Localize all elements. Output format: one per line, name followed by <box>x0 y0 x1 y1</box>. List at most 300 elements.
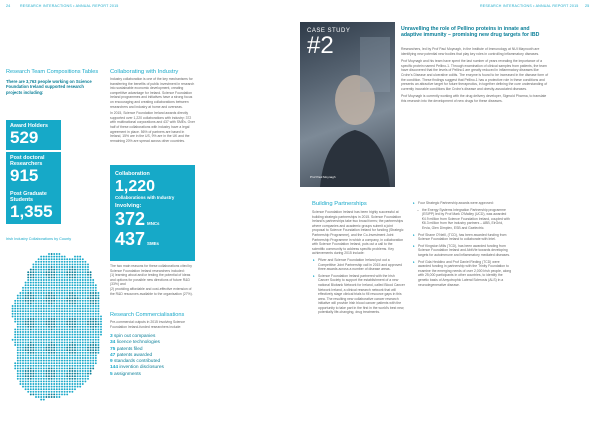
map-dot <box>14 367 16 369</box>
map-dot <box>61 305 63 307</box>
map-dot <box>61 295 63 297</box>
map-dot <box>64 357 66 359</box>
map-dot <box>71 326 73 328</box>
map-dot <box>30 292 32 294</box>
map-dot <box>64 386 66 388</box>
map-dot <box>71 360 73 362</box>
map-dot <box>56 318 58 320</box>
map-dot <box>53 378 55 380</box>
map-dot <box>97 352 99 354</box>
map-dot <box>35 373 37 375</box>
map-dot <box>69 391 71 393</box>
map-dot <box>64 375 66 377</box>
partnership-bullet: ▸ Prof Gda Heddino and Prof Daniel Reding (TCD) were awarded funding in partnership with the Trinity Foundation to examine the emerging needs of over 2,000 Irish people, along with 25,000 participants in other countries, to identify the genetic basis of Amyotrophic Lateral Sclerosis (ALS) in a neurodegenerative disease. <box>418 260 512 288</box>
mnc-row <box>115 210 190 229</box>
map-dot <box>87 263 89 265</box>
map-dot <box>14 302 16 304</box>
map-dot <box>77 284 79 286</box>
map-dot <box>17 328 19 330</box>
map-dot <box>97 328 99 330</box>
map-dot <box>64 279 66 281</box>
map-dot <box>48 339 50 341</box>
map-dot <box>61 308 63 310</box>
list-item: 144 invention disclosures <box>110 365 164 371</box>
map-dot <box>35 269 37 271</box>
map-dot <box>40 328 42 330</box>
case-study-badge <box>307 28 350 58</box>
map-dot <box>53 258 55 260</box>
map-dot <box>79 357 81 359</box>
map-dot <box>79 263 81 265</box>
map-dot <box>74 386 76 388</box>
map-dot <box>66 297 68 299</box>
map-dot <box>71 289 73 291</box>
map-dot <box>38 310 40 312</box>
map-dot <box>40 399 42 401</box>
map-dot <box>38 302 40 304</box>
map-dot <box>43 263 45 265</box>
map-dot <box>27 357 29 359</box>
map-dot <box>17 313 19 315</box>
map-dot <box>45 289 47 291</box>
map-dot <box>53 349 55 351</box>
map-dot <box>30 315 32 317</box>
map-dot <box>53 263 55 265</box>
map-dot <box>56 287 58 289</box>
map-dot <box>40 380 42 382</box>
map-dot <box>74 297 76 299</box>
map-dot <box>79 308 81 310</box>
map-dot <box>17 365 19 367</box>
map-dot <box>95 300 97 302</box>
map-dot <box>74 318 76 320</box>
map-dot <box>61 276 63 278</box>
map-dot <box>27 318 29 320</box>
map-dot <box>22 365 24 367</box>
map-dot <box>45 339 47 341</box>
map-dot <box>25 321 27 323</box>
map-dot <box>17 370 19 372</box>
map-dot <box>32 375 34 377</box>
map-dot <box>22 292 24 294</box>
map-dot <box>17 357 19 359</box>
map-dot <box>100 318 102 320</box>
map-dot <box>79 284 81 286</box>
map-dot <box>100 334 102 336</box>
map-dot <box>22 341 24 343</box>
map-dot <box>74 349 76 351</box>
map-dot <box>30 279 32 281</box>
map-dot <box>35 328 37 330</box>
partnership-bullet: ▸ Science Foundation Ireland partnered with the Irish Cancer Society to support the establishment of a new national Biobank Network for Ireland, called Blood Cancer Network Ireland, a clinical research network that will effectively stage clinical trials to fill resource gaps in this area. The resulting new collaborative cancer research initiative will provide Irish blood cancer patients with the opportunity to take part in the first in the world's best new, potentially life-changing, drug treatments. <box>318 274 406 315</box>
map-dot <box>48 393 50 395</box>
map-dot <box>45 308 47 310</box>
map-dot <box>48 321 50 323</box>
map-dot <box>82 367 84 369</box>
map-dot <box>64 388 66 390</box>
map-dot <box>40 271 42 273</box>
map-dot <box>53 326 55 328</box>
map-dot <box>17 310 19 312</box>
map-dot <box>35 347 37 349</box>
map-dot <box>90 276 92 278</box>
map-dot <box>69 352 71 354</box>
map-dot <box>84 302 86 304</box>
map-dot <box>22 373 24 375</box>
map-dot <box>35 339 37 341</box>
map-dot <box>27 295 29 297</box>
map-dot <box>95 315 97 317</box>
map-dot <box>32 367 34 369</box>
map-dot <box>95 357 97 359</box>
map-dot <box>45 279 47 281</box>
map-dot <box>27 365 29 367</box>
map-dot <box>66 266 68 268</box>
map-dot <box>45 370 47 372</box>
map-dot <box>66 331 68 333</box>
map-dot <box>92 326 94 328</box>
map-dot <box>71 279 73 281</box>
map-dot <box>25 383 27 385</box>
map-dot <box>82 258 84 260</box>
map-dot <box>45 357 47 359</box>
map-dot <box>51 393 53 395</box>
map-dot <box>53 274 55 276</box>
map-dot <box>40 287 42 289</box>
map-dot <box>22 339 24 341</box>
map-dot <box>87 292 89 294</box>
map-dot <box>58 375 60 377</box>
map-dot <box>45 347 47 349</box>
map-dot <box>53 300 55 302</box>
map-dot <box>61 367 63 369</box>
map-dot <box>48 344 50 346</box>
map-dot <box>35 279 37 281</box>
map-dot <box>17 295 19 297</box>
map-dot <box>53 279 55 281</box>
map-dot <box>53 370 55 372</box>
map-dot <box>61 386 63 388</box>
map-dot <box>74 344 76 346</box>
map-dot <box>17 360 19 362</box>
map-dot <box>43 362 45 364</box>
map-dot <box>82 339 84 341</box>
map-dot <box>38 370 40 372</box>
map-dot <box>87 370 89 372</box>
map-dot <box>45 258 47 260</box>
map-dot <box>71 271 73 273</box>
map-dot <box>66 284 68 286</box>
map-dot <box>40 347 42 349</box>
map-dot <box>53 396 55 398</box>
map-dot <box>25 287 27 289</box>
map-dot <box>25 328 27 330</box>
map-dot <box>82 261 84 263</box>
map-dot <box>64 360 66 362</box>
map-dot <box>14 336 16 338</box>
map-dot <box>12 308 14 310</box>
map-dot <box>51 370 53 372</box>
map-dot <box>45 256 47 258</box>
map-dot <box>84 289 86 291</box>
map-dot <box>40 256 42 258</box>
map-dot <box>43 276 45 278</box>
map-dot <box>77 349 79 351</box>
map-dot <box>53 388 55 390</box>
map-dot <box>87 365 89 367</box>
map-dot <box>71 258 73 260</box>
map-dot <box>38 365 40 367</box>
commercialisation-list <box>110 334 200 378</box>
map-dot <box>53 282 55 284</box>
map-dot <box>27 284 29 286</box>
map-dot <box>32 373 34 375</box>
map-dot <box>43 274 45 276</box>
map-dot <box>97 334 99 336</box>
map-dot <box>35 336 37 338</box>
map-dot <box>43 300 45 302</box>
map-dot <box>79 282 81 284</box>
map-dot <box>61 302 63 304</box>
map-dot <box>40 315 42 317</box>
map-dot <box>43 326 45 328</box>
map-dot <box>27 334 29 336</box>
map-dot <box>25 375 27 377</box>
map-dot <box>71 336 73 338</box>
map-dot <box>17 378 19 380</box>
map-dot <box>40 284 42 286</box>
map-dot <box>74 284 76 286</box>
reason-item: (2) providing affordable and cost-effective extension of the R&D resources available to the organisation (27%). <box>110 286 193 296</box>
map-dot <box>90 326 92 328</box>
map-dot <box>56 357 58 359</box>
map-dot <box>61 373 63 375</box>
map-dot <box>30 341 32 343</box>
map-dot <box>27 383 29 385</box>
map-dot <box>48 357 50 359</box>
map-dot <box>87 323 89 325</box>
map-dot <box>56 276 58 278</box>
map-dot <box>51 284 53 286</box>
map-dot <box>35 289 37 291</box>
map-dot <box>45 373 47 375</box>
map-dot <box>64 321 66 323</box>
map-dot <box>79 373 81 375</box>
involving-label: Involving: <box>115 203 142 209</box>
map-dot <box>87 297 89 299</box>
map-dot <box>19 367 21 369</box>
map-dot <box>90 271 92 273</box>
map-dot <box>35 287 37 289</box>
map-dot <box>43 378 45 380</box>
map-dot <box>77 367 79 369</box>
map-dot <box>38 263 40 265</box>
map-dot <box>56 393 58 395</box>
map-dot <box>58 305 60 307</box>
map-dot <box>74 326 76 328</box>
map-dot <box>43 292 45 294</box>
map-dot <box>84 292 86 294</box>
sme-label: SMEs <box>147 241 160 246</box>
map-dot <box>51 313 53 315</box>
map-dot <box>61 331 63 333</box>
map-dot <box>58 393 60 395</box>
map-dots <box>12 253 102 400</box>
map-dot <box>84 354 86 356</box>
map-dot <box>19 362 21 364</box>
map-dot <box>17 339 19 341</box>
map-dot <box>45 326 47 328</box>
map-dot <box>82 323 84 325</box>
map-dot <box>25 362 27 364</box>
map-dot <box>84 279 86 281</box>
map-dot <box>19 365 21 367</box>
collab-title: Collaborating with Industry <box>110 69 179 75</box>
map-dot <box>25 305 27 307</box>
map-dot <box>90 339 92 341</box>
map-dot <box>30 373 32 375</box>
map-dot <box>51 321 53 323</box>
map-dot <box>56 386 58 388</box>
map-dot <box>56 360 58 362</box>
map-dot <box>74 380 76 382</box>
map-dot <box>90 313 92 315</box>
map-dot <box>40 258 42 260</box>
map-dot <box>14 308 16 310</box>
map-dot <box>69 287 71 289</box>
map-dot <box>64 367 66 369</box>
map-dot <box>22 331 24 333</box>
map-dot <box>82 271 84 273</box>
map-dot <box>82 349 84 351</box>
map-dot <box>69 282 71 284</box>
map-dot <box>77 261 79 263</box>
map-dot <box>25 336 27 338</box>
map-dot <box>22 349 24 351</box>
map-dot <box>95 336 97 338</box>
map-dot <box>79 339 81 341</box>
map-dot <box>48 310 50 312</box>
map-dot <box>35 313 37 315</box>
map-dot <box>64 347 66 349</box>
map-dot <box>69 315 71 317</box>
map-dot <box>25 365 27 367</box>
map-dot <box>17 318 19 320</box>
map-dot <box>38 326 40 328</box>
map-dot <box>71 269 73 271</box>
map-dot <box>74 375 76 377</box>
map-dot <box>17 341 19 343</box>
map-dot <box>66 336 68 338</box>
map-dot <box>22 352 24 354</box>
map-dot <box>58 271 60 273</box>
map-dot <box>66 292 68 294</box>
map-dot <box>45 396 47 398</box>
map-dot <box>74 279 76 281</box>
map-dot <box>77 279 79 281</box>
map-dot <box>64 339 66 341</box>
map-dot <box>30 388 32 390</box>
map-dot <box>74 313 76 315</box>
map-dot <box>51 388 53 390</box>
map-dot <box>66 318 68 320</box>
map-dot <box>74 315 76 317</box>
map-dot <box>12 305 14 307</box>
map-dot <box>51 261 53 263</box>
map-dot <box>58 297 60 299</box>
map-dot <box>77 295 79 297</box>
map-dot <box>51 274 53 276</box>
map-dot <box>79 352 81 354</box>
map-dot <box>87 339 89 341</box>
map-dot <box>95 310 97 312</box>
map-dot <box>32 308 34 310</box>
map-dot <box>53 383 55 385</box>
map-dot <box>92 349 94 351</box>
map-dot <box>79 347 81 349</box>
map-dot <box>58 391 60 393</box>
map-dot <box>97 313 99 315</box>
map-dot <box>43 256 45 258</box>
map-dot <box>38 261 40 263</box>
map-dot <box>58 341 60 343</box>
map-dot <box>77 365 79 367</box>
map-dot <box>27 326 29 328</box>
map-dot <box>38 362 40 364</box>
map-dot <box>58 269 60 271</box>
map-dot <box>27 287 29 289</box>
map-dot <box>74 300 76 302</box>
map-dot <box>79 365 81 367</box>
map-dot <box>30 331 32 333</box>
map-dot <box>43 365 45 367</box>
map-dot <box>32 341 34 343</box>
map-dot <box>79 360 81 362</box>
map-dot <box>48 276 50 278</box>
map-dot <box>27 282 29 284</box>
map-dot <box>56 362 58 364</box>
map-dot <box>84 323 86 325</box>
map-dot <box>87 362 89 364</box>
map-dot <box>53 318 55 320</box>
map-dot <box>53 347 55 349</box>
map-dot <box>45 375 47 377</box>
map-dot <box>19 313 21 315</box>
map-dot <box>40 276 42 278</box>
map-dot <box>17 308 19 310</box>
map-dot <box>82 321 84 323</box>
map-dot <box>77 274 79 276</box>
map-dot <box>79 287 81 289</box>
map-dot <box>92 305 94 307</box>
map-dot <box>79 295 81 297</box>
map-dot <box>45 328 47 330</box>
map-dot <box>35 386 37 388</box>
map-dot <box>82 331 84 333</box>
map-dot <box>35 357 37 359</box>
map-dot <box>82 365 84 367</box>
map-dot <box>53 256 55 258</box>
map-dot <box>74 321 76 323</box>
map-dot <box>51 263 53 265</box>
map-dot <box>53 323 55 325</box>
map-dot <box>90 373 92 375</box>
map-dot <box>66 308 68 310</box>
map-dot <box>77 321 79 323</box>
map-dot <box>87 318 89 320</box>
map-dot <box>82 375 84 377</box>
map-dot <box>32 276 34 278</box>
